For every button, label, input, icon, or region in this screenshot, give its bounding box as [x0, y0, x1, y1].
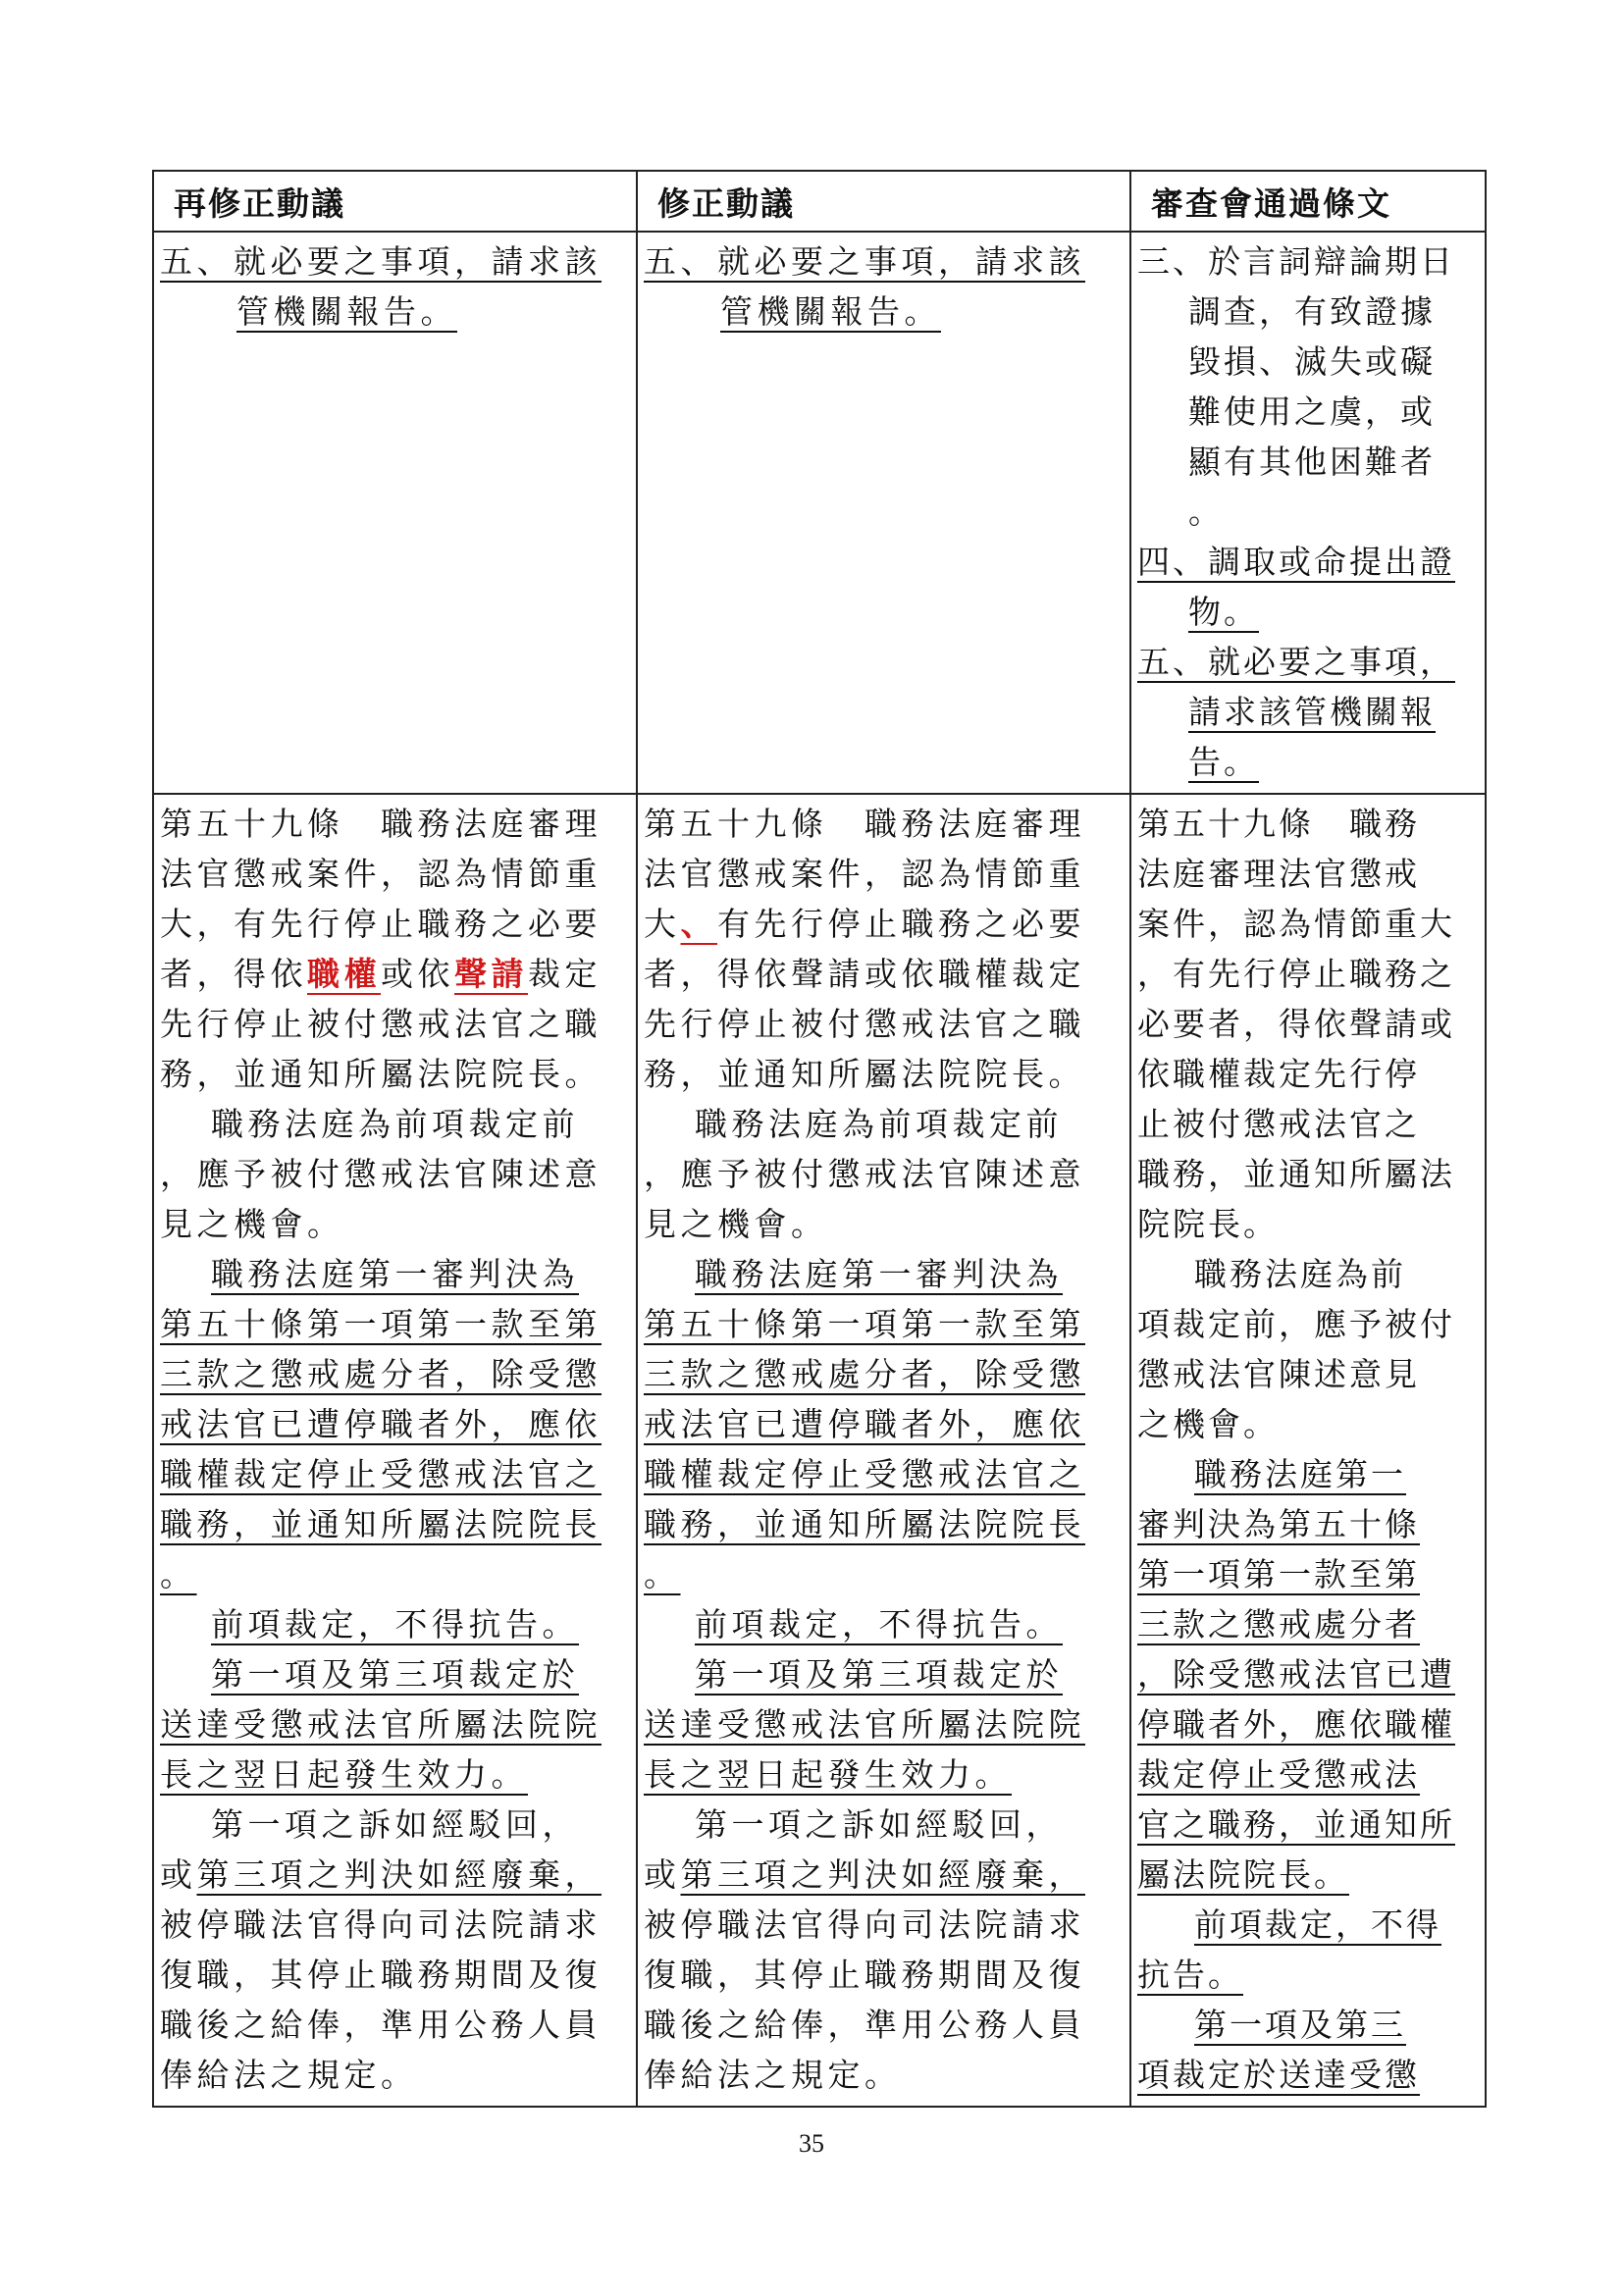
text-line: 前項裁定，不得抗告。 [695, 1605, 1063, 1644]
text-line: 長之翌日起發生效力。 [644, 1755, 1012, 1794]
text-line: 五、就必要之事項，請求該 [160, 242, 602, 281]
text-line: 職後之給俸，準用公務人員 [644, 2006, 1085, 2044]
text-line: 前項裁定，不得抗告。 [211, 1605, 579, 1644]
text-line: 送達受懲戒法官所屬法院院 [644, 1705, 1085, 1744]
text-line: 第一項及第三項裁定於 [211, 1655, 579, 1694]
text-line: 三款之懲戒處分者，除受懲 [160, 1355, 602, 1393]
text-line: 依職權裁定先行停 [1137, 1055, 1420, 1093]
text-line: 調查，有致證據 [1188, 292, 1436, 331]
text-line: 職務法庭為前項裁定前 [211, 1105, 579, 1143]
text-line: 職務法庭為前 [1194, 1255, 1406, 1293]
row2-col2 [637, 794, 1130, 2107]
text-line: 懲戒法官陳述意見 [1137, 1355, 1420, 1393]
text-line: 止被付懲戒法官之 [1137, 1105, 1420, 1143]
table-row [153, 794, 1486, 2107]
text-line: 先行停止被付懲戒法官之職 [160, 1005, 602, 1043]
row1-col3 [1130, 232, 1486, 794]
text-line: 第五十九條 職務法庭審理 [644, 805, 1085, 843]
text-line: 第一項及第三項裁定於 [695, 1655, 1063, 1694]
text-line: 復職，其停止職務期間及復 [160, 1956, 602, 1994]
text-line: 俸給法之規定。 [644, 2056, 902, 2094]
text-line: 三款之懲戒處分者，除受懲 [644, 1355, 1085, 1393]
text-line: 告。 [1188, 743, 1259, 781]
text-line: 或第三項之判決如經廢棄， [160, 1855, 602, 1894]
text-line: 審判決為第五十條 [1137, 1505, 1420, 1543]
table-row [153, 232, 1486, 794]
highlight-petition: 聲請 [454, 955, 528, 993]
text-line: 院院長。 [1137, 1205, 1279, 1243]
text-line: 第五十條第一項第一款至第 [644, 1305, 1085, 1343]
header-committee-text: 審查會通過條文 [1130, 171, 1486, 232]
text-line: 職務法庭為前項裁定前 [695, 1105, 1063, 1143]
comparison-table [152, 170, 1487, 2108]
text-line: 第一項及第三 [1194, 2006, 1406, 2044]
text-line: 俸給法之規定。 [160, 2056, 418, 2094]
text-line: 第一項之訴如經駁回， [211, 1805, 579, 1844]
text-line: 毀損、滅失或礙 [1188, 342, 1436, 381]
text-line: 被停職法官得向司法院請求 [644, 1905, 1085, 1944]
text-line: 者，得依職權或依聲請裁定 [160, 955, 602, 993]
text-line: 第五十九條 職務法庭審理 [160, 805, 602, 843]
header-renewed-amendment: 再修正動議 [153, 171, 637, 232]
text-line: 職後之給俸，準用公務人員 [160, 2006, 602, 2044]
text-line: 顯有其他困難者 [1188, 443, 1436, 481]
text-line: 長之翌日起發生效力。 [160, 1755, 528, 1794]
text-line: 難使用之虞，或 [1188, 392, 1436, 431]
row1-col2 [637, 232, 1130, 794]
text-line: 職務，並通知所屬法院院長 [160, 1505, 602, 1543]
text-line: 送達受懲戒法官所屬法院院 [160, 1705, 602, 1744]
text-line: 見之機會。 [644, 1205, 828, 1243]
text-line: 者，得依聲請或依職權裁定 [644, 955, 1085, 993]
text-line: ，除受懲戒法官已遭 [1137, 1655, 1455, 1694]
text-line: 五、就必要之事項，請求該 [644, 242, 1085, 281]
text-line: 大、有先行停止職務之必要 [644, 905, 1085, 943]
text-line: 抗告。 [1137, 1956, 1243, 1994]
row1-col1 [153, 232, 637, 794]
text-line: 被停職法官得向司法院請求 [160, 1905, 602, 1944]
text-line: 第一項第一款至第 [1137, 1555, 1420, 1593]
text-line: 復職，其停止職務期間及復 [644, 1956, 1085, 1994]
text-line: 職務法庭第一審判決為 [695, 1255, 1063, 1293]
text-line: 物。 [1188, 593, 1259, 631]
highlight-authority: 職權 [307, 955, 381, 993]
text-line: 第五十條第一項第一款至第 [160, 1305, 602, 1343]
text-line: 第五十九條 職務 [1137, 805, 1420, 843]
text-line: 之機會。 [1137, 1405, 1279, 1443]
text-line: 。 [644, 1555, 681, 1593]
text-line: 見之機會。 [160, 1205, 344, 1243]
text-line: ，有先行停止職務之 [1137, 955, 1455, 993]
text-line: ，應予被付懲戒法官陳述意 [160, 1155, 602, 1193]
text-line: 戒法官已遭停職者外，應依 [644, 1405, 1085, 1443]
text-line: 職權裁定停止受懲戒法官之 [644, 1455, 1085, 1493]
text-line: 三、於言詞辯論期日 [1137, 242, 1455, 281]
text-line: 五、就必要之事項， [1137, 643, 1455, 681]
text-line: 第一項之訴如經駁回， [695, 1805, 1063, 1844]
row2-col1 [153, 794, 637, 2107]
text-line: 項裁定前，應予被付 [1137, 1305, 1455, 1343]
text-line: 職權裁定停止受懲戒法官之 [160, 1455, 602, 1493]
text-line: 請求該管機關報 [1188, 693, 1436, 731]
text-line: 前項裁定，不得 [1194, 1905, 1441, 1944]
text-line: 大，有先行停止職務之必要 [160, 905, 602, 943]
text-line: 戒法官已遭停職者外，應依 [160, 1405, 602, 1443]
text-line: 法庭審理法官懲戒 [1137, 855, 1420, 893]
row2-col3 [1130, 794, 1486, 2107]
text-line: 三款之懲戒處分者 [1137, 1605, 1420, 1644]
text-line: 官之職務，並通知所 [1137, 1805, 1455, 1844]
text-line: 。 [160, 1555, 197, 1593]
text-line: 先行停止被付懲戒法官之職 [644, 1005, 1085, 1043]
text-line: 。 [1188, 493, 1224, 531]
text-line: 務，並通知所屬法院院長。 [644, 1055, 1085, 1093]
text-line: 務，並通知所屬法院院長。 [160, 1055, 602, 1093]
text-line: 管機關報告。 [720, 292, 941, 331]
text-line: 職務法庭第一審判決為 [211, 1255, 579, 1293]
text-line: 職務，並通知所屬法 [1137, 1155, 1455, 1193]
text-line: 裁定停止受懲戒法 [1137, 1755, 1420, 1794]
text-line: 職務法庭第一 [1194, 1455, 1406, 1493]
header-amendment: 修正動議 [637, 171, 1130, 232]
text-line: 案件，認為情節重大 [1137, 905, 1455, 943]
text-line: 或第三項之判決如經廢棄， [644, 1855, 1085, 1894]
text-line: ，應予被付懲戒法官陳述意 [644, 1155, 1085, 1193]
text-line: 法官懲戒案件，認為情節重 [644, 855, 1085, 893]
text-line: 屬法院院長。 [1137, 1855, 1349, 1894]
text-line: 四、調取或命提出證 [1137, 543, 1455, 581]
text-line: 停職者外，應依職權 [1137, 1705, 1455, 1744]
page-number: 35 [799, 2129, 824, 2158]
text-line: 職務，並通知所屬法院院長 [644, 1505, 1085, 1543]
text-line: 項裁定於送達受懲 [1137, 2056, 1420, 2094]
text-line: 必要者，得依聲請或 [1137, 1005, 1455, 1043]
text-line: 法官懲戒案件，認為情節重 [160, 855, 602, 893]
highlight-comma: 、 [680, 905, 717, 943]
table-header-row [153, 171, 1486, 232]
text-line: 管機關報告。 [236, 292, 457, 331]
